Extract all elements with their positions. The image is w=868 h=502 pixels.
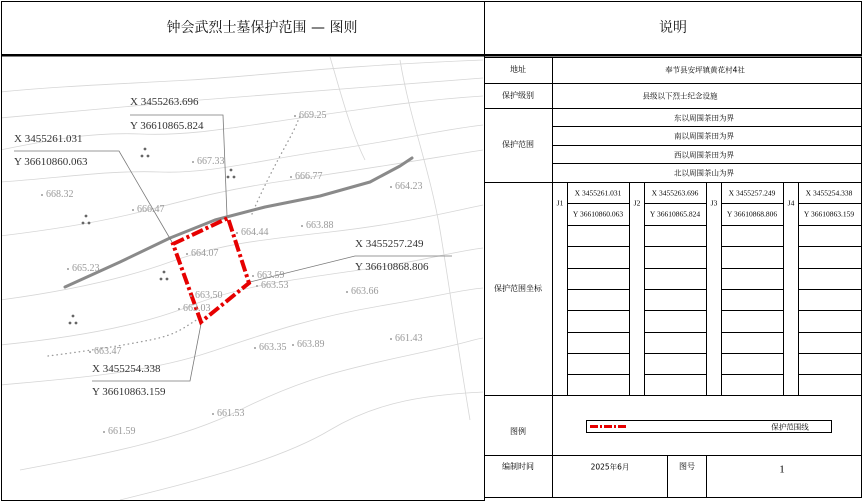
elevation-point: 665.23 (67, 264, 100, 274)
elevation-point: 663.47 (89, 347, 122, 357)
coord-grid-lines (568, 204, 862, 375)
elevation-point: 663.89 (292, 340, 325, 350)
map-frame (2, 56, 485, 501)
address-value: 奉节县安坪镇黄花村4社 (665, 65, 745, 75)
point-j2-x: X 3455263.696 (651, 187, 699, 197)
coord-label-j4-x: X 3455254.338 (92, 363, 161, 375)
explanation-table-border (485, 58, 862, 498)
point-j3-y: Y 36610868.806 (726, 209, 778, 219)
protection-level-label: 保护级别 (502, 91, 534, 100)
elevation-point: 663.50 (190, 291, 223, 301)
coord-label-j1-x: X 3455261.031 (14, 133, 83, 145)
protection-level-value: 县级以下烈士纪念设施 (642, 91, 718, 101)
explanation-title: 说明 (659, 20, 687, 36)
elevation-point: 663.88 (301, 221, 334, 231)
elevation-point: 668.32 (41, 190, 74, 200)
elevation-point: 661.43 (390, 334, 423, 344)
elevation-point: 663.03 (178, 304, 211, 314)
elevation-point: 663.66 (346, 287, 379, 297)
elevation-point: 661.53 (212, 409, 245, 419)
elevation-point: 661.59 (103, 427, 136, 437)
coord-label-j2-x: X 3455263.696 (130, 96, 199, 108)
scope-north: 北以周围茶山为界 (674, 168, 734, 178)
coord-label-j2-y: Y 36610865.824 (130, 120, 204, 132)
elevation-point: 663.53 (256, 281, 289, 291)
sheet-number-value: 1 (779, 463, 785, 476)
elevation-point: 663.35 (254, 343, 287, 353)
point-id-j1: J1 (556, 198, 564, 208)
point-j4-x: X 3455254.338 (805, 187, 853, 197)
point-j1-x: X 3455261.031 (574, 187, 622, 197)
elevation-point: 666.77 (290, 172, 323, 182)
point-id-j2: J2 (633, 198, 641, 208)
map-title: 钟会武烈士墓保护范围 — 图则 (166, 20, 358, 36)
boundary-coordinates-label: 保护范围坐标 (494, 284, 542, 293)
point-j3-x: X 3455257.249 (728, 187, 776, 197)
elevation-point: 664.07 (186, 249, 219, 259)
elevation-point: 669.25 (294, 111, 327, 121)
scope-east: 东以周围茶田为界 (674, 112, 734, 122)
coord-label-j4-y: Y 36610863.159 (92, 386, 166, 398)
scope-south: 南以周围茶田为界 (674, 131, 734, 141)
point-j2-y: Y 36610865.824 (649, 209, 701, 219)
elevation-point: 664.44 (236, 228, 269, 238)
point-id-j3: J3 (710, 198, 718, 208)
table-grid-lines (485, 58, 862, 498)
elevation-point: 666.47 (132, 205, 165, 215)
scope-west: 西以周围茶田为界 (674, 149, 734, 159)
legend-item-label: 保护范围线 (771, 421, 809, 431)
elevation-point: 663.59 (252, 271, 285, 281)
elevation-point: 667.33 (192, 157, 225, 167)
legend-label: 图例 (510, 427, 526, 436)
coord-label-j3-x: X 3455257.249 (355, 238, 424, 250)
compile-date-label: 编制时间 (502, 462, 534, 471)
point-id-j4: J4 (787, 198, 795, 208)
coord-label-j3-y: Y 36610868.806 (355, 261, 429, 273)
address-label: 地址 (510, 65, 526, 74)
elevation-point: 664.23 (390, 182, 423, 192)
compile-date-value: 2025年6月 (590, 462, 630, 472)
protection-scope-label: 保护范围 (502, 140, 534, 149)
coord-label-j1-y: Y 36610860.063 (14, 156, 88, 168)
point-j1-y: Y 36610860.063 (572, 209, 624, 219)
point-j4-y: Y 36610863.159 (803, 209, 855, 219)
sheet-number-label: 图号 (679, 462, 695, 471)
